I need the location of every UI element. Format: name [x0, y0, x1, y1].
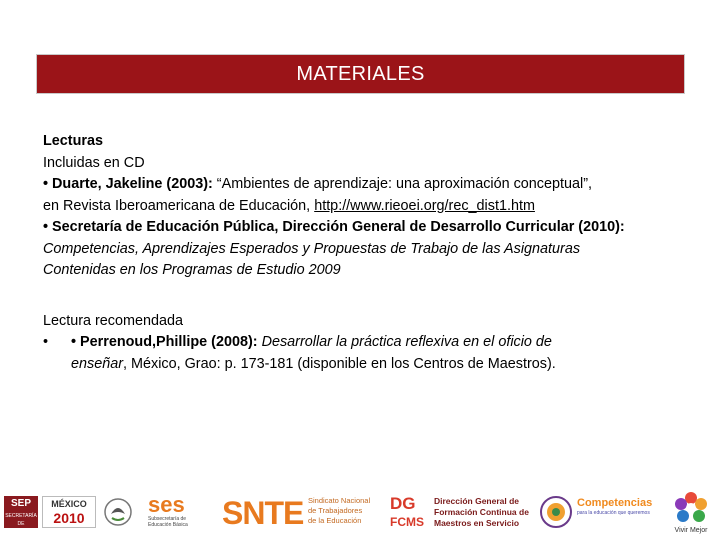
ses-logo: ses Subsecretaría de Educación Básica	[148, 492, 188, 528]
reference-sep-title-line2: Contenidas en los Programas de Estudio 2009	[43, 262, 341, 278]
reference-author: • Duarte, Jakeline (2003):	[43, 176, 213, 192]
bullet-marker: •	[43, 334, 49, 350]
reference-journal: en Revista Iberoamericana de Educación,	[43, 197, 315, 214]
reference-duarte	[43, 174, 693, 196]
reference-title-end: enseñar	[71, 355, 124, 372]
reference-title: “Ambientes de aprendizaje: una aproximación conceptual”,	[212, 176, 592, 192]
competencias-logo: Competencias para la educación que queremos	[577, 497, 653, 516]
footer-logos	[0, 488, 720, 543]
title-banner	[36, 54, 685, 94]
reference-author: • Perrenoud,Phillipe (2008):	[71, 334, 258, 350]
reference-title: Desarrollar la práctica reflexiva en el oficio de	[257, 334, 552, 350]
section-subheading-cd: Incluidas en CD	[43, 154, 145, 171]
reference-sep-author: • Secretaría de Educación Pública, Dirección General de Desarrollo Curricular (2010):	[43, 219, 625, 235]
vivir-mejor-text: Vivir Mejor	[674, 527, 708, 534]
sep-logo: SEP SECRETARÍA DE EDUCACIÓN PÚBLICA	[5, 498, 37, 543]
reference-link[interactable]: http://www.rieoei.org/rec_dist1.htm	[314, 197, 535, 214]
reference-sep-title-line1: Competencias, Aprendizajes Esperados y Propuestas de Trabajo de las Asignaturas	[43, 240, 581, 257]
reference-perrenoud	[71, 332, 556, 354]
section-heading-lecturas: Lecturas	[43, 133, 103, 149]
national-eagle-icon	[102, 496, 134, 528]
mexico-2010-logo: MÉXICO 2010	[42, 496, 96, 528]
seal-icon	[538, 494, 574, 530]
section-heading-recomendada: Lectura recomendada	[43, 312, 183, 329]
reference-publisher: , México, Grao: p. 173-181 (disponible en los Centros de Maestros).	[123, 355, 556, 372]
page-title: MATERIALES	[296, 62, 425, 85]
reference-perrenoud-line2	[71, 354, 556, 376]
snte-logo-text: Sindicato Nacional de Trabajadores de la Educación	[308, 496, 371, 525]
dgfcms-logo: DG FCMS	[390, 494, 424, 529]
dgfcms-logo-text: Dirección General de Formación Continua de Maestros en Servicio	[434, 496, 529, 528]
list-item	[43, 332, 693, 375]
reference-duarte-source	[43, 196, 693, 218]
snte-logo: SNTE	[222, 495, 304, 531]
materials-content	[43, 131, 693, 375]
